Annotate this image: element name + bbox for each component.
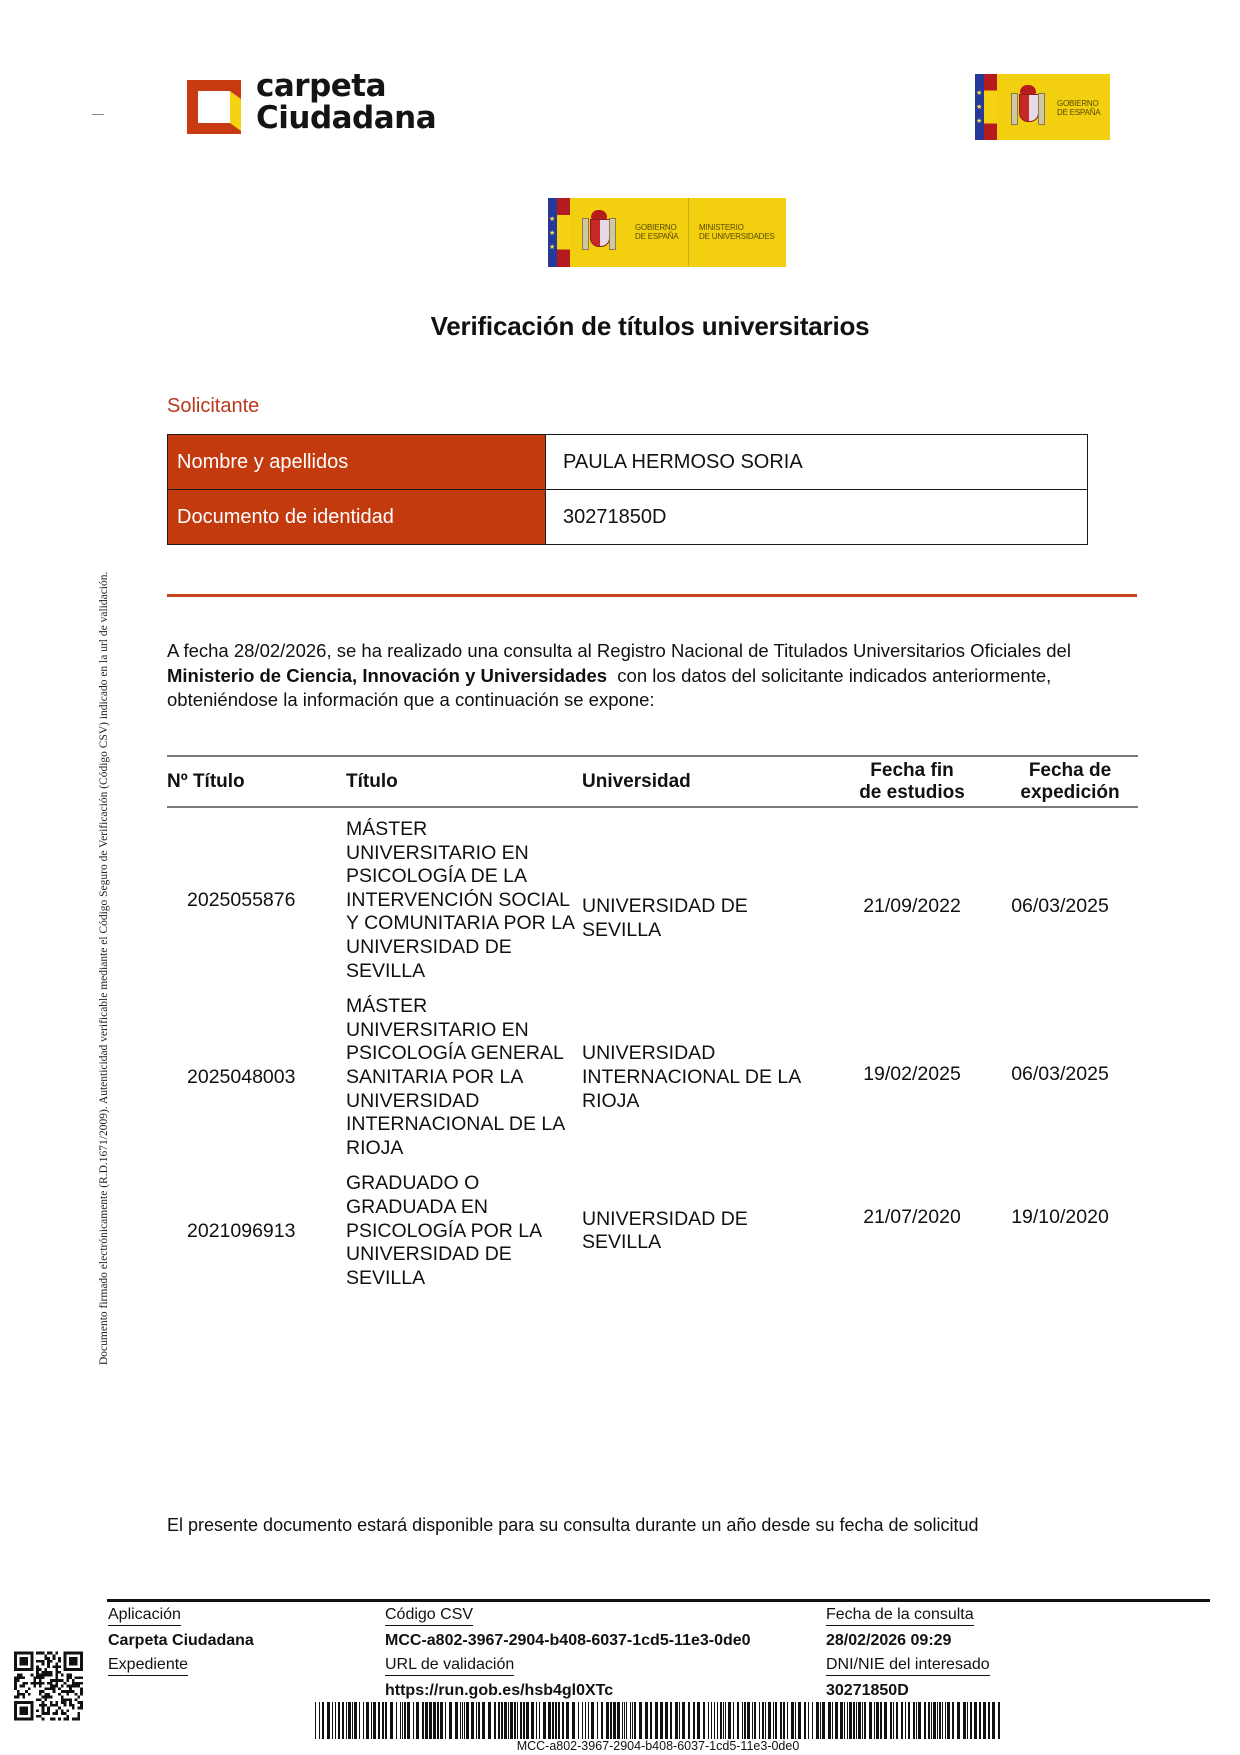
brand-line-2: Ciudadana — [256, 100, 437, 136]
barcode-bar — [908, 1702, 910, 1739]
carpeta-ciudadana-mark-icon — [187, 80, 241, 134]
barcode-bar — [945, 1702, 946, 1739]
barcode-bar — [514, 1702, 516, 1739]
barcode-bar — [348, 1702, 351, 1739]
electronic-signature-notice: Documento firmado electrónicamente (R.D.1671/2009). Autenticidad verificable mediante el Código Seguro de Verificación (Código CSV) indicado en la url de validación. — [98, 571, 110, 1365]
barcode-bar — [884, 1702, 887, 1739]
barcode-bar — [373, 1702, 376, 1739]
barcode-bar — [543, 1702, 546, 1739]
barcode-bar — [708, 1702, 709, 1739]
barcode-bar — [737, 1702, 739, 1739]
col-header-fecha-exp-line-1: Fecha de — [1028, 759, 1112, 781]
barcode-bar — [952, 1702, 954, 1739]
barcode-bar — [835, 1702, 838, 1739]
barcode-bar — [555, 1702, 557, 1739]
cell-numero: 2021096913 — [187, 1219, 296, 1242]
barcode-bar — [795, 1702, 796, 1739]
col-header-universidad: Universidad — [582, 756, 822, 807]
barcode-bar — [754, 1702, 756, 1739]
cell-fecha-fin-text: 21/09/2022 — [863, 895, 961, 917]
barcode-bar — [338, 1702, 340, 1739]
footer-url-label: URL de validación — [385, 1656, 514, 1676]
solicitant-document-value: 30271850D — [546, 490, 1088, 545]
barcode-bar — [924, 1702, 926, 1739]
validation-url-link[interactable]: https://run.gob.es/hsb4gl0XTc — [385, 1682, 614, 1699]
barcode-bar — [787, 1702, 788, 1739]
footer-dni-value: 30271850D — [826, 1682, 909, 1699]
barcode-bar — [853, 1702, 855, 1739]
barcode-bar — [478, 1702, 480, 1739]
barcode-bar — [462, 1702, 463, 1739]
gov-logo-text — [1057, 99, 1100, 117]
barcode-bar — [582, 1702, 583, 1739]
barcode-bar — [688, 1702, 690, 1739]
barcode-bar — [494, 1702, 496, 1739]
section-heading-solicitante: Solicitante — [167, 395, 260, 417]
col-header-titulo: Título — [346, 756, 582, 807]
barcode-bar — [523, 1702, 525, 1739]
intro-text-1: A fecha 28/02/2026, se ha realizado una consulta al Registro Nacional de Titulados Universitarios Oficiales del — [167, 640, 1071, 661]
barcode-bar — [455, 1702, 458, 1739]
barcode-bar — [504, 1702, 507, 1739]
barcode-bar — [682, 1702, 685, 1739]
barcode-bar — [931, 1702, 932, 1739]
barcode-bar — [812, 1702, 813, 1739]
barcode-bar — [723, 1702, 724, 1739]
barcode-bar — [874, 1702, 875, 1739]
barcode-bar — [693, 1702, 695, 1739]
barcode-bar — [562, 1702, 564, 1739]
barcode-bar — [655, 1702, 658, 1739]
barcode-bar — [862, 1702, 863, 1739]
gov-text-line-1: GOBIERNO — [635, 223, 677, 232]
barcode-bar — [396, 1702, 397, 1739]
barcode-bar — [498, 1702, 500, 1739]
footer-aplicacion-label: Aplicación — [108, 1606, 181, 1626]
col-header-fecha-expedicion — [1002, 756, 1138, 807]
barcode-bar — [967, 1702, 968, 1739]
barcode-bar — [572, 1702, 575, 1739]
col-header-fecha-fin-line-2: de estudios — [859, 781, 965, 803]
barcode-icon — [315, 1702, 1001, 1739]
barcode-bar — [613, 1702, 616, 1739]
barcode-bar — [849, 1702, 852, 1739]
intro-ministry-name: Ministerio de Ciencia, Innovación y Universidades — [167, 664, 608, 686]
barcode-bar — [720, 1702, 722, 1739]
barcode-bar — [552, 1702, 554, 1739]
page-title: Verificación de títulos universitarios — [430, 311, 870, 341]
barcode-bar — [632, 1702, 633, 1739]
intro-paragraph — [167, 639, 1142, 713]
cell-fecha-expedicion — [1002, 807, 1138, 995]
gobierno-de-espana-logo — [975, 74, 1110, 140]
cell-fecha-expedicion — [1002, 995, 1138, 1172]
barcode-bar — [416, 1702, 419, 1739]
logo-divider — [688, 198, 689, 267]
solicitant-label: Nombre y apellidos — [168, 435, 546, 490]
barcode-bar — [733, 1702, 734, 1739]
solicitant-row-document — [168, 490, 1088, 545]
spain-flag-icon — [557, 198, 570, 267]
cell-titulo: GRADUADO O GRADUADA EN PSICOLOGÍA POR LA UNIVERSIDAD DE SEVILLA — [346, 1172, 542, 1289]
barcode-bar — [773, 1702, 774, 1739]
barcode-bar — [413, 1702, 414, 1739]
barcode-bar — [471, 1702, 474, 1739]
barcode-bar — [916, 1702, 917, 1739]
barcode-bar — [711, 1702, 712, 1739]
barcode-bar — [526, 1702, 529, 1739]
table-row — [167, 995, 1138, 1172]
coat-of-arms-icon — [1011, 85, 1045, 129]
barcode-bar — [382, 1702, 384, 1739]
barcode-bar — [437, 1702, 439, 1739]
barcode-bar — [488, 1702, 491, 1739]
barcode-bar — [665, 1702, 668, 1739]
barcode-bar — [332, 1702, 333, 1739]
barcode-bar — [933, 1702, 936, 1739]
barcode-bar — [762, 1702, 764, 1739]
cell-universidad-text: UNIVERSIDAD DE SEVILLA — [582, 895, 748, 941]
barcode-bar — [378, 1702, 380, 1739]
barcode-bar — [913, 1702, 915, 1739]
cell-fecha-fin-text: 19/02/2025 — [863, 1063, 961, 1086]
barcode-bar — [918, 1702, 921, 1739]
barcode-bar — [566, 1702, 569, 1739]
barcode-bar — [626, 1702, 627, 1739]
barcode-bar — [942, 1702, 943, 1739]
cell-numero: 2025055876 — [187, 888, 296, 911]
barcode-bar — [840, 1702, 843, 1739]
margin-mark — [92, 114, 104, 115]
solicitant-label: Documento de identidad — [168, 490, 546, 545]
barcode-bar — [816, 1702, 819, 1739]
carpeta-ciudadana-logo — [187, 68, 457, 138]
barcode-bar — [759, 1702, 760, 1739]
barcode-bar — [466, 1702, 469, 1739]
col-header-fecha-exp-line-2: expedición — [1020, 781, 1120, 803]
barcode-bar — [385, 1702, 387, 1739]
barcode-bar — [634, 1702, 636, 1739]
barcode-bar — [747, 1702, 750, 1739]
cell-fecha-fin — [822, 995, 1002, 1172]
barcode-bar — [752, 1702, 753, 1739]
ministry-text-line-1: MINISTERIO — [699, 223, 744, 232]
cell-fecha-fin — [822, 807, 1002, 995]
barcode-bar — [832, 1702, 833, 1739]
barcode-bar — [928, 1702, 930, 1739]
barcode-bar — [957, 1702, 960, 1739]
barcode-bar — [983, 1702, 986, 1739]
barcode-bar — [765, 1702, 766, 1739]
barcode-bar — [645, 1702, 648, 1739]
barcode-bar — [531, 1702, 534, 1739]
barcode-bar — [482, 1702, 485, 1739]
cell-fecha-expedicion-text: 19/10/2020 — [1011, 1206, 1109, 1229]
barcode-bar — [791, 1702, 794, 1739]
barcode-bar — [606, 1702, 609, 1739]
qr-code-icon — [14, 1651, 83, 1721]
barcode-bar — [366, 1702, 369, 1739]
barcode-bar — [617, 1702, 620, 1739]
brand-line-1: carpeta — [256, 68, 387, 104]
barcode-bar — [937, 1702, 938, 1739]
barcode-bar — [714, 1702, 715, 1739]
footer-dni-label: DNI/NIE del interesado — [826, 1656, 990, 1676]
barcode-bar — [548, 1702, 551, 1739]
barcode-bar — [536, 1702, 537, 1739]
solicitant-name-value: PAULA HERMOSO SORIA — [546, 435, 1088, 490]
cell-fecha-expedicion-text: 06/03/2025 — [1011, 1063, 1109, 1086]
barcode-bar — [425, 1702, 428, 1739]
barcode-bar — [856, 1702, 857, 1739]
barcode-bar — [974, 1702, 977, 1739]
footer-csv-label: Código CSV — [385, 1606, 473, 1626]
barcode-bar — [597, 1702, 598, 1739]
solicitant-row-name — [168, 435, 1088, 490]
barcode-bar — [828, 1702, 831, 1739]
titles-table — [167, 755, 1138, 1290]
barcode-bar — [400, 1702, 401, 1739]
barcode-bar — [445, 1702, 446, 1739]
barcode-bar — [359, 1702, 360, 1739]
barcode-bar — [476, 1702, 477, 1739]
barcode-bar — [346, 1702, 347, 1739]
barcode-bar — [601, 1702, 603, 1739]
barcode-bar — [407, 1702, 410, 1739]
barcode-bar — [558, 1702, 560, 1739]
cell-universidad — [582, 807, 822, 995]
barcode-bar — [963, 1702, 966, 1739]
barcode-bar — [783, 1702, 785, 1739]
barcode-bar — [893, 1702, 894, 1739]
eu-flag-icon: ★ ★ ★ — [548, 198, 557, 267]
barcode-bar — [460, 1702, 461, 1739]
barcode-bar — [624, 1702, 625, 1739]
gov-text-line-2: DE ESPAÑA — [1057, 108, 1101, 117]
barcode-bar — [363, 1702, 364, 1739]
barcode-bar — [352, 1702, 353, 1739]
ministry-logo-text — [699, 223, 774, 241]
barcode-bar — [510, 1702, 513, 1739]
barcode-bar — [342, 1702, 344, 1739]
barcode-bar — [890, 1702, 892, 1739]
barcode-bar — [402, 1702, 403, 1739]
barcode-bar — [717, 1702, 718, 1739]
barcode-bar — [703, 1702, 705, 1739]
barcode-bar — [979, 1702, 981, 1739]
barcode-bar — [970, 1702, 972, 1739]
cell-fecha-expedicion — [1002, 1172, 1138, 1290]
barcode-bar — [371, 1702, 372, 1739]
barcode-bar — [822, 1702, 825, 1739]
barcode-bar — [675, 1702, 678, 1739]
eu-flag-icon: ★ ★ ★ — [975, 74, 984, 140]
barcode-bar — [742, 1702, 743, 1739]
barcode-bar — [520, 1702, 522, 1739]
barcode-bar — [429, 1702, 432, 1739]
barcode-bar — [539, 1702, 540, 1739]
barcode-bar — [588, 1702, 589, 1739]
barcode-bar — [585, 1702, 586, 1739]
barcode-bar — [335, 1702, 336, 1739]
coat-of-arms-icon — [582, 210, 616, 254]
cell-fecha-expedicion-text: 06/03/2025 — [1011, 895, 1109, 917]
barcode-bar — [404, 1702, 406, 1739]
barcode-bar — [998, 1702, 1000, 1739]
barcode-bar — [725, 1702, 726, 1739]
footer-divider — [107, 1599, 1210, 1602]
barcode-bar — [728, 1702, 731, 1739]
barcode-bar — [775, 1702, 777, 1739]
barcode-bar — [869, 1702, 872, 1739]
barcode-bar — [591, 1702, 594, 1739]
barcode-bar — [905, 1702, 906, 1739]
barcode-bar — [876, 1702, 879, 1739]
cell-numero: 2025048003 — [187, 1065, 296, 1088]
intro-text-2: con los datos del solicitante indicados anteriormente, obteniéndose la información que a continuación se expone: — [167, 664, 1057, 710]
barcode-bar — [847, 1702, 848, 1739]
barcode-bar — [578, 1702, 579, 1739]
cell-fecha-fin-text: 21/07/2020 — [863, 1206, 961, 1229]
barcode-bar — [988, 1702, 990, 1739]
barcode-bar — [864, 1702, 866, 1739]
cell-universidad: UNIVERSIDAD INTERNACIONAL DE LA RIOJA — [582, 1042, 801, 1112]
barcode-bar — [327, 1702, 330, 1739]
barcode-bar — [808, 1702, 809, 1739]
table-row — [167, 807, 1138, 995]
barcode-bar — [440, 1702, 443, 1739]
barcode-bar — [610, 1702, 612, 1739]
ministry-text-line-2: DE UNIVERSIDADES — [699, 232, 775, 241]
barcode-bar — [804, 1702, 806, 1739]
barcode-bar — [622, 1702, 623, 1739]
footer-fecha-value: 28/02/2026 09:29 — [826, 1632, 952, 1649]
table-header-row — [167, 756, 1138, 807]
barcode-bar — [650, 1702, 652, 1739]
brand-name — [256, 70, 436, 134]
barcode-bar — [660, 1702, 663, 1739]
cell-fecha-fin — [822, 1172, 1002, 1290]
barcode-bar — [820, 1702, 821, 1739]
solicitant-table — [167, 434, 1088, 545]
footer-csv-value: MCC-a802-3967-2904-b408-6037-1cd5-11e3-0de0 — [385, 1632, 751, 1649]
barcode-bar — [896, 1702, 898, 1739]
barcode-bar — [517, 1702, 518, 1739]
barcode-bar — [844, 1702, 845, 1739]
barcode-bar — [744, 1702, 746, 1739]
col-header-numero: Nº Título — [167, 756, 346, 807]
gov-logo-text — [635, 223, 678, 241]
section-divider — [167, 594, 1137, 597]
cell-titulo: MÁSTER UNIVERSITARIO EN PSICOLOGÍA DE LA INTERVENCIÓN SOCIAL Y COMUNITARIA POR LA UNIVERSIDAD DE SEVILLA — [346, 818, 574, 982]
barcode-bar — [354, 1702, 357, 1739]
barcode-caption: MCC-a802-3967-2904-b408-6037-1cd5-11e3-0de0 — [516, 1739, 800, 1753]
barcode-bar — [639, 1702, 642, 1739]
gov-text-line-1: GOBIERNO — [1057, 99, 1099, 108]
gov-text-line-2: DE ESPAÑA — [635, 232, 679, 241]
barcode-bar — [858, 1702, 861, 1739]
barcode-bar — [501, 1702, 503, 1739]
barcode-bar — [939, 1702, 941, 1739]
barcode-bar — [315, 1702, 316, 1739]
barcode-bar — [780, 1702, 782, 1739]
availability-note: El presente documento estará disponible para su consulta durante un año desde su fecha de solicitud — [167, 1515, 979, 1535]
barcode-bar — [880, 1702, 882, 1739]
table-row — [167, 1172, 1138, 1290]
barcode-bar — [390, 1702, 393, 1739]
col-header-fecha-fin-line-1: Fecha fin — [870, 759, 954, 781]
barcode-bar — [901, 1702, 903, 1739]
barcode-bar — [449, 1702, 452, 1739]
spain-flag-icon — [984, 74, 997, 140]
cell-universidad: UNIVERSIDAD DE SEVILLA — [582, 1207, 748, 1254]
barcode-bar — [322, 1702, 324, 1739]
barcode-bar — [697, 1702, 700, 1739]
barcode-bar — [433, 1702, 436, 1739]
barcode-bar — [464, 1702, 465, 1739]
ministerio-universidades-logo — [548, 198, 786, 267]
barcode-bar — [670, 1702, 672, 1739]
barcode-bar — [630, 1702, 631, 1739]
barcode-bar — [768, 1702, 771, 1739]
barcode-bar — [679, 1702, 680, 1739]
barcode-bar — [992, 1702, 995, 1739]
footer-fecha-label: Fecha de la consulta — [826, 1606, 974, 1626]
footer-expediente-label: Expediente — [108, 1656, 188, 1676]
barcode-bar — [422, 1702, 424, 1739]
cell-titulo: MÁSTER UNIVERSITARIO EN PSICOLOGÍA GENERAL SANITARIA POR LA UNIVERSIDAD INTERNACIONAL DE LA RIOJA — [346, 995, 565, 1159]
barcode-bar — [947, 1702, 950, 1739]
barcode-bar — [319, 1702, 320, 1739]
col-header-fecha-fin — [822, 756, 1002, 807]
barcode-bar — [508, 1702, 509, 1739]
barcode-bar — [798, 1702, 801, 1739]
footer-aplicacion-value: Carpeta Ciudadana — [108, 1632, 254, 1649]
